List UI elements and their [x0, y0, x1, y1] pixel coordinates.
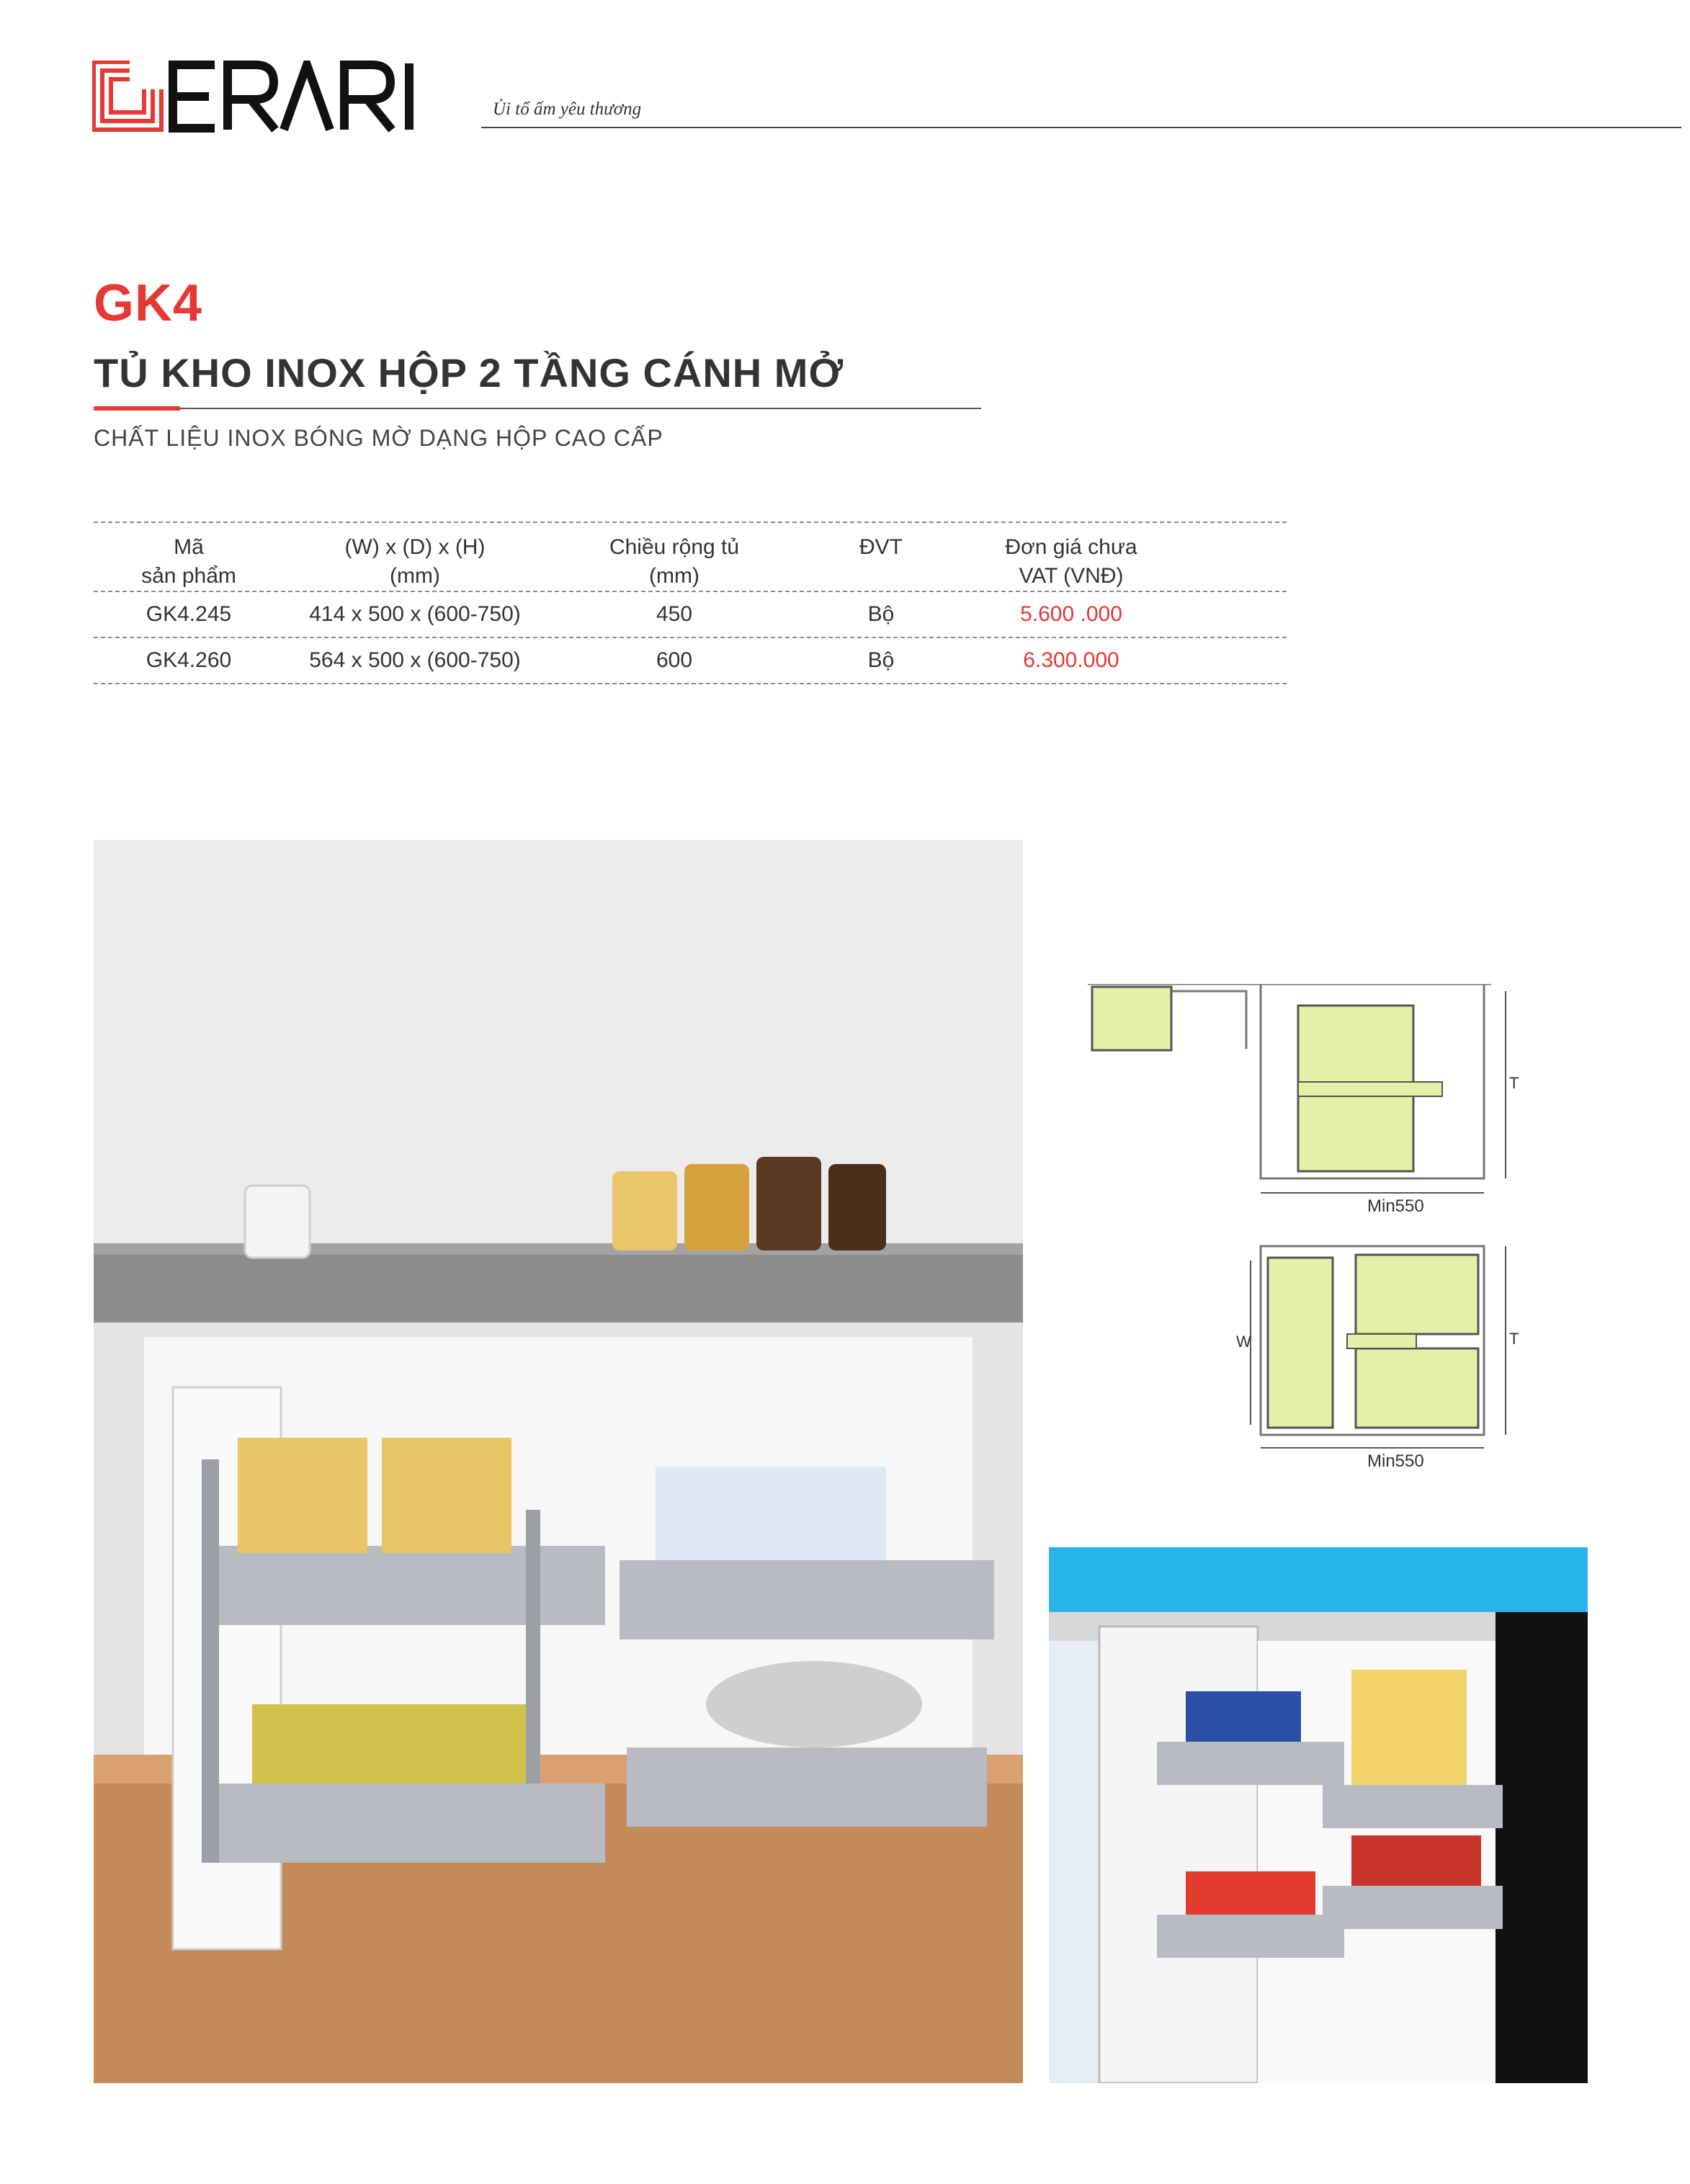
table-header-row — [94, 523, 1287, 591]
product-photo-side — [1049, 1547, 1588, 2083]
brand-logo — [92, 61, 467, 133]
header-divider — [481, 127, 1681, 128]
table-rule — [94, 683, 1287, 684]
product-code: GK4 — [94, 274, 203, 332]
price-value: 5.600 .000 — [1020, 602, 1122, 626]
col-header-cabinet-width: Chiều rộng tủ (mm) — [609, 535, 740, 588]
dimension-label-t1: T — [1509, 1074, 1519, 1092]
product-subtitle: CHẤT LIỆU INOX BÓNG MỜ DẠNG HỘP CAO CẤP — [94, 425, 663, 451]
col-header-unit: ĐVT — [859, 535, 903, 559]
table-row: GK4.260 564 x 500 x (600-750) 600 Bộ 6.300.000 — [94, 638, 1287, 683]
table-row: GK4.245 414 x 500 x (600-750) 450 Bộ 5.600 .000 — [94, 592, 1287, 637]
col-header-size: (W) x (D) x (H) (mm) — [344, 535, 486, 588]
title-accent-bar — [94, 406, 180, 411]
price-table — [94, 522, 1287, 684]
price-value: 6.300.000 — [1023, 648, 1119, 672]
title-underline — [94, 408, 981, 409]
dimension-label-w: W — [1236, 1333, 1251, 1351]
col-header-price: Đơn giá chưa VAT (VNĐ) — [1005, 535, 1137, 588]
col-header-code: Mã sản phẩm — [141, 535, 236, 588]
dimension-label-min550-bottom: Min550 — [1367, 1451, 1424, 1471]
product-photo-main — [94, 840, 1023, 2083]
product-title: TỦ KHO INOX HỘP 2 TẦNG CÁNH MỞ — [94, 350, 844, 395]
brand-tagline: Ủi tổ ấm yêu thương — [493, 99, 642, 119]
dimension-label-min550-top: Min550 — [1367, 1196, 1424, 1216]
dimension-label-t2: T — [1509, 1330, 1519, 1348]
dimension-diagram — [1088, 984, 1539, 1474]
